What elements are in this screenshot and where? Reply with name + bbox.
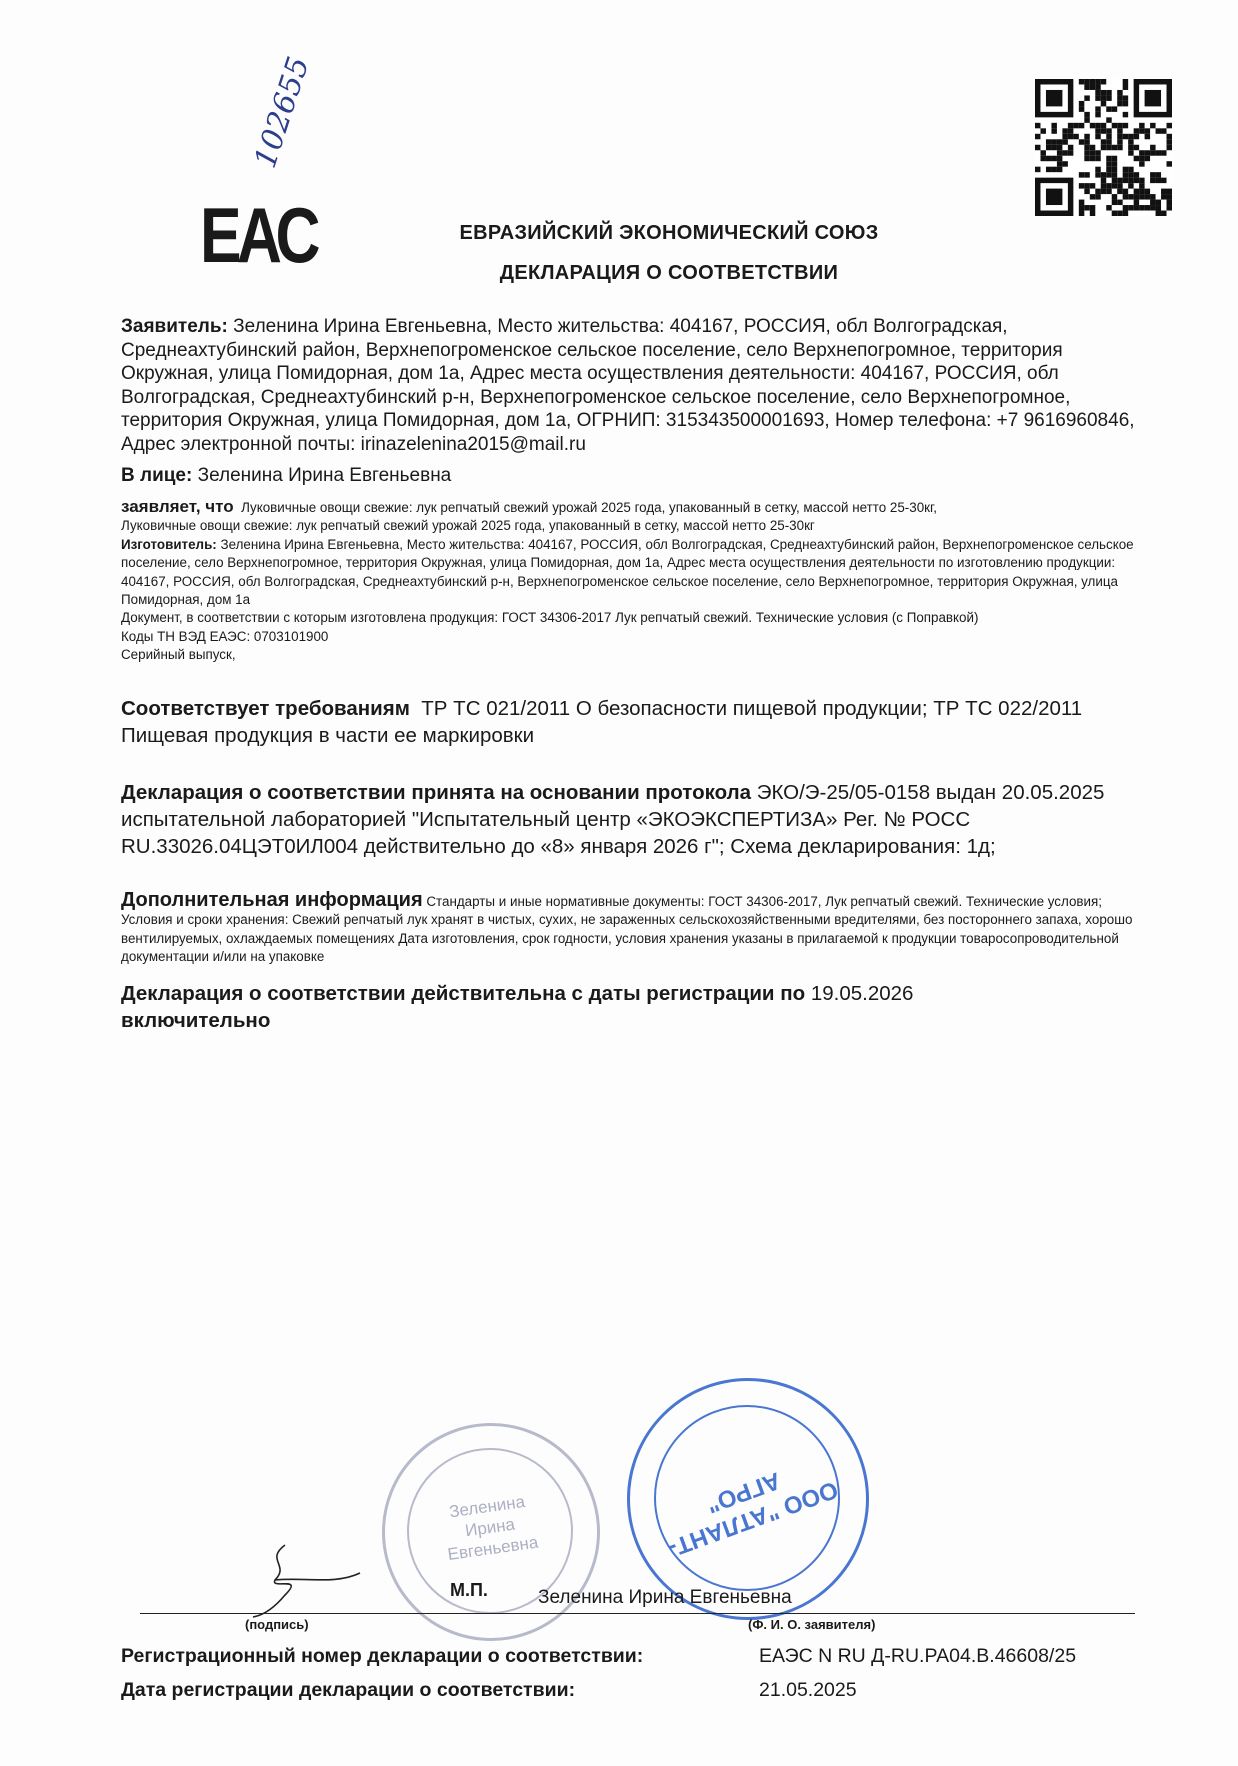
conforms-text: ТР ТС 021/2011 О безопасности пищевой продукции; ТР ТС 022/2011 Пищевая продукция в части ее маркировки xyxy=(121,697,1083,747)
basis-section xyxy=(121,779,1141,860)
signature-label: (подпись) xyxy=(245,1617,309,1632)
eac-logo: ЕАС xyxy=(200,191,316,279)
manufacturer-label: Изготовитель: xyxy=(121,536,217,552)
declares-label: заявляет, что xyxy=(121,497,234,516)
signature-line xyxy=(140,1613,1135,1614)
reg-date-label: Дата регистрации декларации о соответствии: xyxy=(121,1679,576,1701)
company-stamp xyxy=(627,1378,869,1620)
additional-text: Стандарты и иные нормативные документы: ГОСТ 34306-2017, Лук репчатый свежий. Технические условия; Условия и сроки хранения: Свежий репчатый лук хранят в чистых, сухих, не зараженных сельскохозяйственными вредителями, без постороннего запаха, хорошо вентилируемых, охлаждаемых помещениях Дата изготовления, срок годности, условия хранения указаны в прилагаемой к продукции товаросопроводительной документации и/или на упаковке xyxy=(121,894,1133,965)
stamp-right-text: ООО "АТЛАНТ-АГРО" xyxy=(664,1466,842,1562)
product-text: Луковичные овощи свежие: лук репчатый свежий урожай 2025 года, упакованный в сетку, массой нетто 25-30кг, xyxy=(241,500,937,515)
represented-section xyxy=(121,464,1141,488)
document-title: ДЕКЛАРАЦИЯ О СООТВЕТСТВИИ xyxy=(499,262,839,284)
validity-suffix: включительно xyxy=(121,1009,271,1032)
reg-number: ЕАЭС N RU Д-RU.РА04.В.46608/25 xyxy=(759,1645,1077,1667)
seal-place-label: М.П. xyxy=(450,1580,488,1600)
basis-text: ЭКО/Э-25/05-0158 выдан 20.05.2025 испытательной лабораторией "Испытательный центр «ЭКОЭКСПЕРТИЗА» Рег. № РОСС RU.33026.04ЦЭТ0ИЛ004 действительно до «8» января 2026 г"; Схема декларирования: 1д; xyxy=(121,781,1105,858)
manufacturer-text: Зеленина Ирина Евгеньевна, Место жительства: 404167, РОССИЯ, обл Волгоградская, Среднеахтубинский район, Верхнепогроменское сельское поселение, село Верхнепогромное, территория Окружная, улица Помидорная, дом 1а, Адрес места осуществления деятельности по изготовлению продукции: 404167, РОССИЯ, обл Волгоградская, Среднеахтубинский р-н, Верхнепогроменское сельское поселение, село Верхнепогромное, территория Окружная, улица Помидорная, дом 1а xyxy=(121,536,1134,608)
validity-label: Декларация о соответствии действительна с даты регистрации по xyxy=(121,982,806,1005)
qr-code xyxy=(1035,79,1172,216)
applicant-text: Зеленина Ирина Евгеньевна, Место жительства: 404167, РОССИЯ, обл Волгоградская, Среднеахтубинский район, Верхнепогроменское сельское поселение, село Верхнепогромное, территория Окружная, улица Помидорная, дом 1а, Адрес места осуществления деятельности: 404167, РОССИЯ, обл Волгоградская, Среднеахтубинский р-н, Верхнепогроменское сельское поселение, село Верхнепогромное, территория Окружная, улица Помидорная, дом 1а, ОГРНИП: 315343500001693, Номер телефона: +7 9616960846, Адрес электронной почты: irinazelenina2015@mail.ru xyxy=(121,316,1135,455)
validity-section xyxy=(121,980,1141,1034)
declares-section xyxy=(121,498,1141,665)
conforms-section xyxy=(121,695,1141,749)
serial-release: Серийный выпуск, xyxy=(121,647,236,663)
applicant-label: Заявитель: xyxy=(121,316,228,337)
applicant-name-signed: Зеленина Ирина Евгеньевна xyxy=(538,1587,792,1608)
additional-section xyxy=(121,891,1141,967)
hs-codes: Коды ТН ВЭД ЕАЭС: 0703101900 xyxy=(121,628,329,644)
applicant-section xyxy=(121,315,1141,457)
reg-date: 21.05.2025 xyxy=(759,1679,857,1701)
represented-text: Зеленина Ирина Евгеньевна xyxy=(197,465,452,486)
product-text-2: Луковичные овощи свежие: лук репчатый свежий урожай 2025 года, упакованный в сетку, массой нетто 25-30кг xyxy=(121,518,815,534)
reg-number-label: Регистрационный номер декларации о соответствии: xyxy=(121,1645,644,1667)
additional-label: Дополнительная информация xyxy=(121,889,423,911)
represented-label: В лице: xyxy=(121,465,193,486)
name-label: (Ф. И. О. заявителя) xyxy=(748,1617,876,1632)
standard-document: Документ, в соответствии с которым изготовлена продукция: ГОСТ 34306-2017 Лук репчатый свежий. Технические условия (с Поправкой) xyxy=(121,610,979,626)
basis-label: Декларация о соответствии принята на основании протокола xyxy=(121,781,752,804)
stamp-left-text: Зеленина Ирина Евгеньевна xyxy=(446,1491,540,1565)
union-title: ЕВРАЗИЙСКИЙ ЭКОНОМИЧЕСКИЙ СОЮЗ xyxy=(459,222,879,244)
signature-scribble xyxy=(245,1535,365,1620)
validity-date: 19.05.2026 xyxy=(810,982,914,1005)
conforms-label: Соответствует требованиям xyxy=(121,697,410,720)
handwritten-number: 102655 xyxy=(247,52,317,173)
